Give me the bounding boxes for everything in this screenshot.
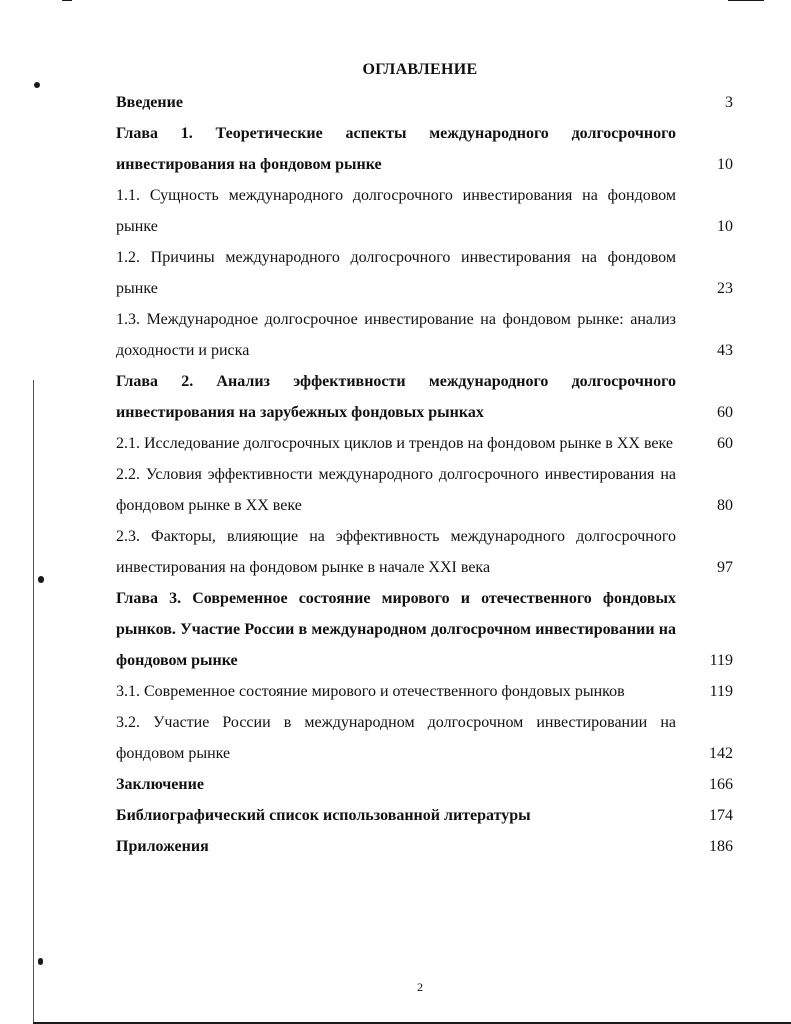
table-of-contents: [116, 87, 733, 862]
toc-entry: [116, 800, 733, 831]
toc-entry-page: 174: [709, 807, 733, 824]
toc-entry-page: 3: [725, 94, 733, 111]
toc-entry-title: Приложения: [116, 838, 209, 855]
toc-entry-title: Глава 2. Анализ эффективности международного долгосрочного инвестирования на зарубежных фондовых рынках: [116, 373, 676, 421]
toc-entry: [116, 769, 733, 800]
toc-entry: [116, 180, 733, 242]
toc-entry-page: 142: [709, 745, 733, 762]
toc-entry: [116, 428, 733, 459]
toc-entry: [116, 87, 733, 118]
toc-entry-title: 2.3. Факторы, влияющие на эффективность международного долгосрочного инвестирования на фондовом рынке в начале XXI века: [116, 528, 676, 576]
toc-entry-page: 43: [717, 342, 733, 359]
scan-dot-3: [38, 958, 43, 965]
toc-entry: [116, 118, 733, 180]
scan-dot-2: [38, 576, 44, 583]
scan-edge-top-left: [62, 0, 72, 1]
toc-entry-page: 60: [717, 435, 733, 452]
toc-entry-page: 60: [717, 404, 733, 421]
toc-entry: [116, 676, 733, 707]
toc-entry-title: Библиографический список использованной литературы: [116, 807, 531, 824]
toc-entry-title: 3.2. Участие России в международном долгосрочном инвестировании на фондовом рынке: [116, 714, 676, 762]
toc-entry-title: 2.1. Исследование долгосрочных циклов и трендов на фондовом рынке в XX веке: [116, 435, 674, 452]
toc-entry-page: 119: [709, 652, 733, 669]
toc-entry-page: 10: [717, 218, 733, 235]
toc-entry-page: 119: [709, 683, 733, 700]
toc-entry: [116, 707, 733, 769]
toc-entry-title: 1.2. Причины международного долгосрочного инвестирования на фондовом рынке: [116, 249, 676, 297]
toc-entry: [116, 242, 733, 304]
toc-entry-title: 2.2. Условия эффективности международного долгосрочного инвестирования на фондовом рынке в XX веке: [116, 466, 676, 514]
toc-entry: [116, 459, 733, 521]
toc-entry: [116, 831, 733, 862]
toc-entry-page: 186: [709, 838, 733, 855]
toc-entry-title: 1.3. Международное долгосрочное инвестирование на фондовом рынке: анализ доходности и риска: [116, 311, 676, 359]
toc-entry: [116, 304, 733, 366]
toc-entry-title: Заключение: [116, 776, 204, 793]
toc-entry-title: 1.1. Сущность международного долгосрочного инвестирования на фондовом рынке: [116, 187, 676, 235]
toc-entry-title: 3.1. Современное состояние мирового и отечественного фондовых рынков: [116, 683, 625, 700]
toc-entry-page: 23: [717, 280, 733, 297]
scan-left-edge: [33, 380, 34, 1024]
toc-entry: [116, 583, 733, 676]
toc-entry: [116, 366, 733, 428]
toc-entry-title: Глава 1. Теоретические аспекты международного долгосрочного инвестирования на фондовом рынке: [116, 125, 676, 173]
scan-dot-1: [34, 82, 40, 88]
toc-entry-title: Введение: [116, 94, 183, 111]
scan-edge-top-right: [728, 0, 764, 1]
toc-entry-page: 10: [717, 156, 733, 173]
toc-entry: [116, 521, 733, 583]
toc-entry-page: 166: [709, 776, 733, 793]
page-title: ОГЛАВЛЕНИЕ: [362, 61, 478, 78]
toc-entry-page: 80: [717, 497, 733, 514]
toc-entry-page: 97: [717, 559, 733, 576]
toc-entry-title: Глава 3. Современное состояние мирового и отечественного фондовых рынков. Участие России в международном долгосрочном инвестировании на фондовом рынке: [116, 590, 676, 669]
page-number: 2: [417, 980, 423, 994]
